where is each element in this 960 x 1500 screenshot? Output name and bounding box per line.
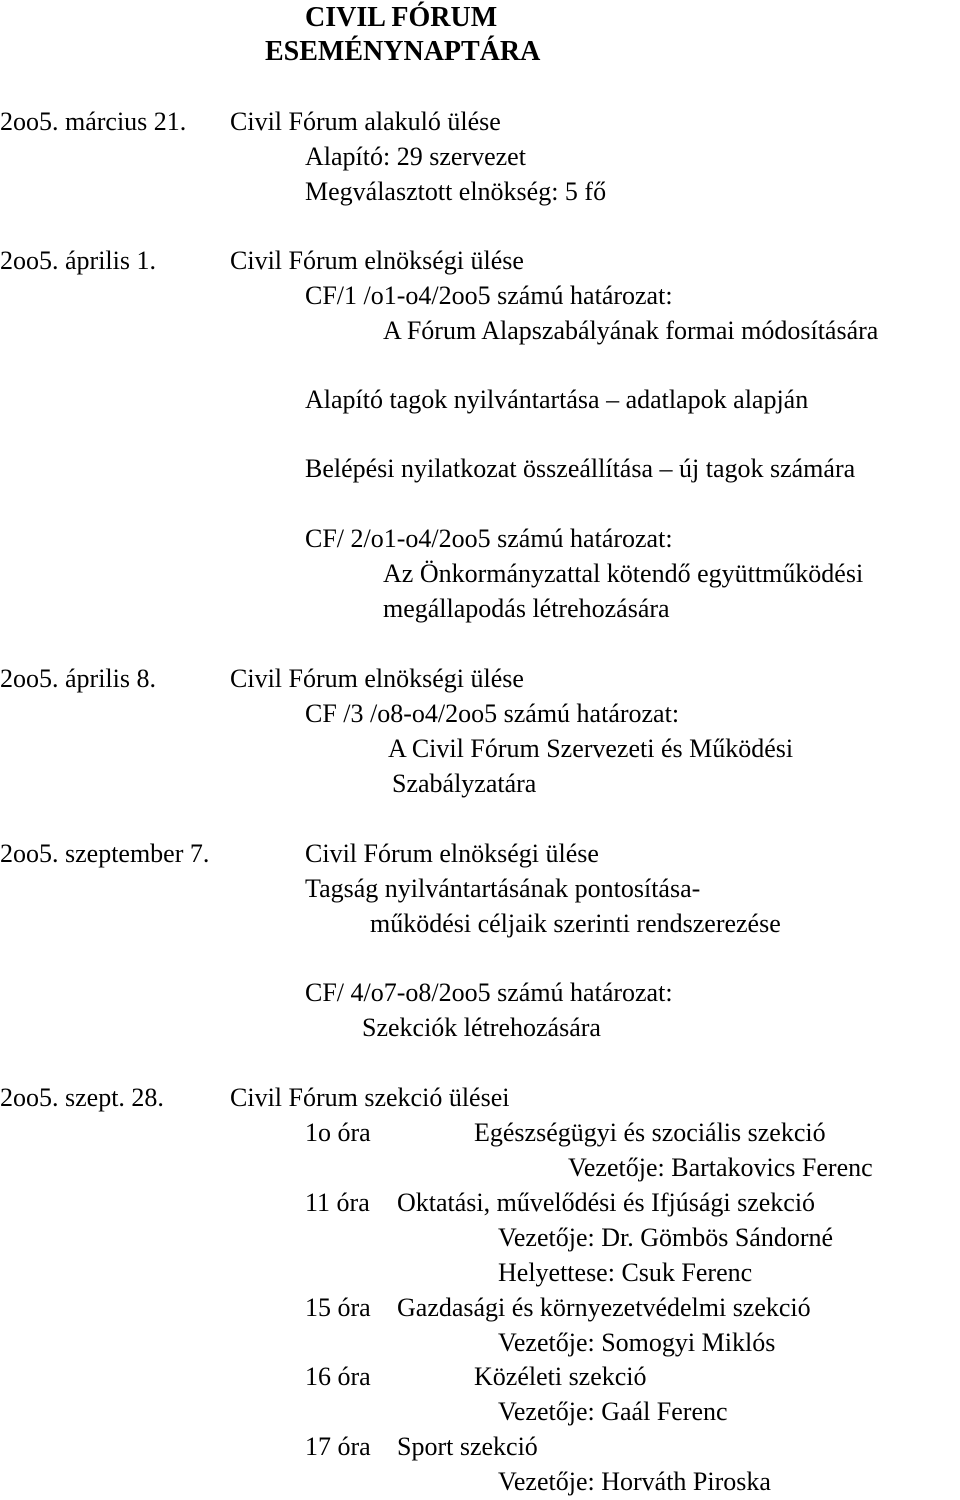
event-date: 2oo5. szept. 28. [0, 1083, 164, 1112]
session-time: 15 óra [305, 1293, 371, 1322]
session-name: Egészségügyi és szociális szekció [474, 1118, 826, 1147]
event-date: 2oo5. április 8. [0, 664, 156, 693]
event-title: Civil Fórum elnökségi ülése [230, 246, 524, 275]
session-deputy: Helyettese: Csuk Ferenc [498, 1258, 753, 1287]
resolution-subject: A Civil Fórum Szervezeti és Működési [388, 734, 794, 763]
session-leader: Vezetője: Horváth Piroska [498, 1467, 771, 1496]
session-time: 1o óra [305, 1118, 371, 1147]
session-name: Közéleti szekció [474, 1362, 647, 1391]
resolution-subject: A Fórum Alapszabályának formai módosítására [383, 316, 879, 345]
resolution-number: CF/ 2/o1-o4/2oo5 számú határozat: [305, 524, 673, 553]
event-detail: Alapító tagok nyilvántartása – adatlapok alapján [305, 385, 809, 414]
event-detail: Tagság nyilvántartásának pontosítása- [305, 874, 701, 903]
session-name: Sport szekció [397, 1432, 538, 1461]
event-title: Civil Fórum elnökségi ülése [230, 664, 524, 693]
event-detail: működési céljaik szerinti rendszerezése [370, 909, 781, 938]
session-leader: Vezetője: Bartakovics Ferenc [568, 1153, 873, 1182]
resolution-subject: Szekciók létrehozására [362, 1013, 601, 1042]
session-leader: Vezetője: Gaál Ferenc [498, 1397, 728, 1426]
event-title: Civil Fórum szekció ülései [230, 1083, 510, 1112]
session-name: Gazdasági és környezetvédelmi szekció [397, 1293, 811, 1322]
session-name: Oktatási, művelődési és Ifjúsági szekció [397, 1188, 816, 1217]
resolution-number: CF/1 /o1-o4/2oo5 számú határozat: [305, 281, 673, 310]
resolution-subject: Szabályzatára [392, 769, 537, 798]
event-date: 2oo5. március 21. [0, 107, 187, 136]
event-title: Civil Fórum alakuló ülése [230, 107, 501, 136]
session-leader: Vezetője: Somogyi Miklós [498, 1328, 776, 1357]
session-time: 16 óra [305, 1362, 371, 1391]
event-date: 2oo5. április 1. [0, 246, 156, 275]
session-time: 11 óra [305, 1188, 370, 1217]
event-title: Civil Fórum elnökségi ülése [305, 839, 599, 868]
event-detail: Megválasztott elnökség: 5 fő [305, 177, 607, 206]
page-title-line1: CIVIL FÓRUM [305, 2, 498, 33]
resolution-subject: megállapodás létrehozására [383, 594, 670, 623]
session-time: 17 óra [305, 1432, 371, 1461]
resolution-number: CF/ 4/o7-o8/2oo5 számú határozat: [305, 978, 673, 1007]
page-title-line2: ESEMÉNYNAPTÁRA [265, 36, 541, 67]
event-detail: Belépési nyilatkozat összeállítása – új tagok számára [305, 454, 856, 483]
session-leader: Vezetője: Dr. Gömbös Sándorné [498, 1223, 834, 1252]
event-date: 2oo5. szeptember 7. [0, 839, 210, 868]
resolution-subject: Az Önkormányzattal kötendő együttműködési [383, 559, 864, 588]
event-detail: Alapító: 29 szervezet [305, 142, 526, 171]
resolution-number: CF /3 /o8-o4/2oo5 számú határozat: [305, 699, 680, 728]
